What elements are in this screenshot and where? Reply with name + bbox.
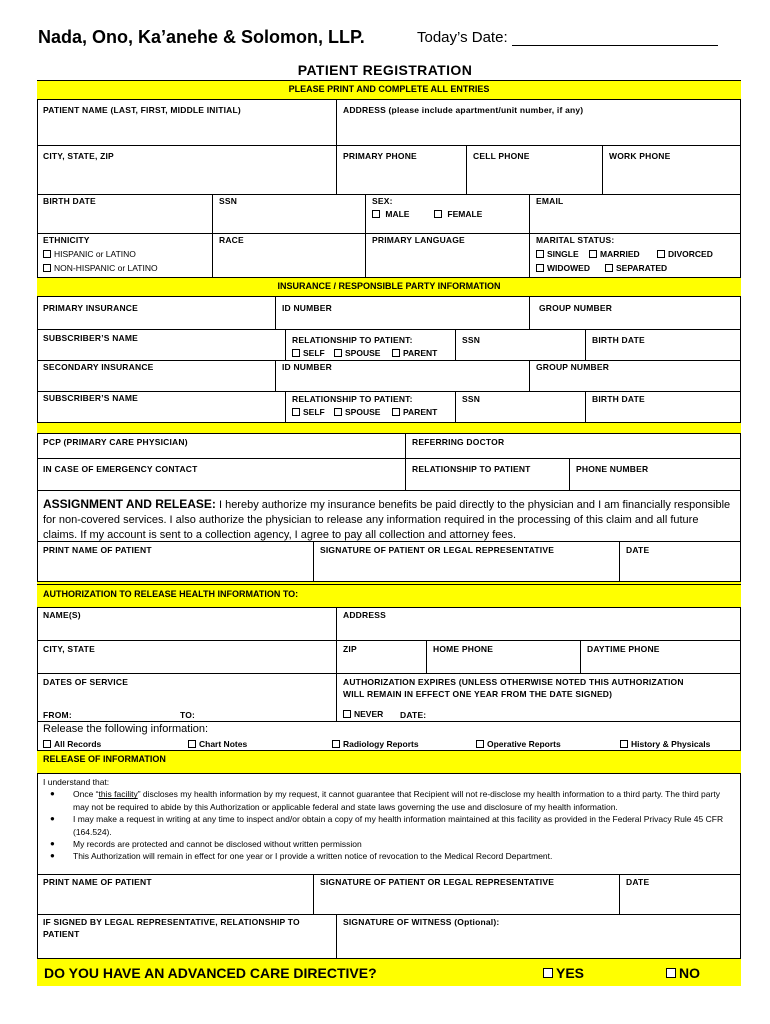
divider [619, 541, 620, 581]
birth-date-field[interactable]: BIRTH DATE [43, 196, 96, 206]
divider [585, 329, 586, 360]
divider [37, 145, 741, 146]
marital-status-label: MARITAL STATUS: [536, 235, 615, 245]
marital-widowed-option[interactable] [536, 262, 590, 275]
ethnicity-non-hispanic-label: NON-HISPANIC or LATINO [54, 263, 158, 273]
checkbox-icon[interactable] [292, 349, 300, 357]
ethnicity-label: ETHNICITY [43, 235, 90, 245]
witness-signature-field[interactable]: SIGNATURE OF WITNESS (Optional): [343, 917, 500, 927]
dates-of-service-label: DATES OF SERVICE [43, 677, 129, 687]
instructions-text: PLEASE PRINT AND COMPLETE ALL ENTRIES [288, 84, 490, 94]
bullet-icon: ● [50, 814, 55, 824]
secondary-insurance-field[interactable]: SECONDARY INSURANCE [43, 362, 154, 372]
authorization-section-title: AUTHORIZATION TO RELEASE HEALTH INFORMATION TO: [43, 589, 299, 599]
primary-phone-field[interactable]: PRIMARY PHONE [343, 151, 417, 161]
assignment-print-name-field[interactable]: PRINT NAME OF PATIENT [43, 545, 152, 555]
divider [455, 329, 456, 360]
separator-band [37, 422, 741, 434]
divider [37, 874, 741, 875]
divider [336, 608, 337, 721]
primary-insurance-field[interactable]: PRIMARY INSURANCE [43, 303, 139, 313]
authorization-expires-line1: AUTHORIZATION EXPIRES (UNLESS OTHERWISE NOTED THIS AUTHORIZATION [343, 677, 684, 687]
ssn-field[interactable]: SSN [219, 196, 238, 206]
divider [275, 297, 276, 329]
release-city-state-field[interactable]: CITY, STATE [43, 644, 95, 654]
directive-no-option[interactable] [666, 965, 700, 981]
assignment-paragraph [43, 497, 733, 543]
release-info-item-4: This Authorization will remain in effect for one year or I provide a written notice of revocation to the Medical Record Department. [73, 851, 553, 862]
primary-language-field[interactable]: PRIMARY LANGUAGE [372, 235, 465, 245]
sex-female-option[interactable] [434, 208, 482, 221]
checkbox-icon[interactable] [334, 408, 342, 416]
authorization-expires-line2: WILL REMAIN IN EFFECT ONE YEAR FROM THE DATE SIGNED) [343, 689, 613, 699]
checkbox-icon[interactable] [536, 250, 544, 258]
bullet-icon: ● [50, 839, 55, 849]
sex-female-label: FEMALE [447, 209, 483, 219]
release-signature-field[interactable]: SIGNATURE OF PATIENT OR LEGAL REPRESENTATIVE [320, 877, 555, 887]
patient-name-field[interactable]: PATIENT NAME (LAST, FIRST, MIDDLE INITIAL) [43, 105, 241, 115]
checkbox-icon[interactable] [476, 740, 484, 748]
relationship-parent-option[interactable] [392, 347, 437, 360]
work-phone-field[interactable]: WORK PHONE [609, 151, 671, 161]
divider [455, 391, 456, 422]
firm-name: Nada, Ono, Ka’anehe & Solomon, LLP. [38, 27, 365, 47]
release-zip-field[interactable]: ZIP [343, 644, 357, 654]
subscriber-relationship-label: RELATIONSHIP TO PATIENT: [292, 335, 413, 345]
relationship-spouse-label: SPOUSE [345, 348, 381, 358]
sex-label: SEX: [372, 196, 393, 206]
divider [336, 100, 337, 145]
release-info-list [43, 788, 735, 862]
release-daytime-phone-field[interactable]: DAYTIME PHONE [587, 644, 660, 654]
divider [336, 145, 337, 194]
divider [529, 194, 530, 278]
referring-doctor-field[interactable]: REFERRING DOCTOR [412, 437, 505, 447]
divider [37, 914, 741, 915]
pcp-field[interactable]: PCP (PRIMARY CARE PHYSICIAN) [43, 437, 188, 447]
release-radiology-label: Radiology Reports [343, 739, 419, 749]
city-state-zip-field[interactable]: CITY, STATE, ZIP [43, 151, 114, 161]
instructions-band [37, 80, 741, 100]
release-home-phone-field[interactable]: HOME PHONE [433, 644, 494, 654]
race-field[interactable]: RACE [219, 235, 244, 245]
email-field[interactable]: EMAIL [536, 196, 564, 206]
checkbox-icon[interactable] [43, 740, 51, 748]
legal-rep-relationship-line2: PATIENT [43, 929, 80, 939]
assignment-title: ASSIGNMENT AND RELEASE: [43, 497, 216, 511]
release-info-item-2: I may make a request in writing at any time to inspect and/or obtain a copy of my health information maintained at this facility as provided in the Federal Privacy Rule 45 CFR (164.524). [73, 814, 724, 837]
release-operative-label: Operative Reports [487, 739, 561, 749]
marital-single-label: SINGLE [547, 249, 579, 259]
divider [569, 458, 570, 490]
divider [37, 673, 741, 674]
release-info-intro: I understand that: [43, 777, 110, 787]
relationship-spouse-option[interactable] [334, 347, 380, 360]
divider [37, 721, 741, 722]
divider [585, 391, 586, 422]
subscriber-birth-date-field[interactable]: BIRTH DATE [592, 335, 645, 345]
release-info-item-3: My records are protected and cannot be disclosed without written permission [73, 839, 362, 850]
release-names-field[interactable]: NAME(S) [43, 610, 81, 620]
directive-yes-label: YES [556, 965, 585, 981]
divider [37, 329, 741, 330]
bullet-icon: ● [50, 789, 55, 799]
divider [313, 541, 314, 581]
sex-male-label: MALE [385, 209, 410, 219]
divider [529, 297, 530, 329]
divider [285, 329, 286, 360]
checkbox-icon[interactable] [43, 264, 51, 272]
release-chart-notes-label: Chart Notes [199, 739, 248, 749]
secondary-relationship-self-label: SELF [303, 407, 325, 417]
release-info-item-1-pre: Once “ [73, 789, 99, 800]
subscriber-name-field[interactable]: SUBSCRIBER’S NAME [43, 333, 139, 343]
release-date-field[interactable]: DATE [626, 877, 650, 887]
release-all-records-label: All Records [54, 739, 102, 749]
checkbox-icon[interactable] [589, 250, 597, 258]
insurance-section-band [37, 277, 741, 297]
checkbox-icon[interactable] [543, 968, 553, 978]
release-info-item-1-post: ” discloses my health information by my request, it cannot guarantee that Recipient will not re-disclose my health information to a third party. The third party may not be required to abide by this Authorization or applicable federal and state laws governing the use and disclosure of my health information. [73, 789, 720, 812]
marital-divorced-option[interactable] [657, 248, 713, 261]
release-history-label: History & Physicals [631, 739, 711, 749]
checkbox-icon[interactable] [392, 349, 400, 357]
divider [285, 391, 286, 422]
insurance-section-title: INSURANCE / RESPONSIBLE PARTY INFORMATION [277, 281, 501, 291]
checkbox-icon[interactable] [536, 264, 544, 272]
release-print-name-field[interactable]: PRINT NAME OF PATIENT [43, 877, 152, 887]
checkbox-icon[interactable] [392, 408, 400, 416]
divider [37, 391, 741, 392]
cell-phone-field[interactable]: CELL PHONE [473, 151, 530, 161]
marital-separated-label: SEPARATED [616, 263, 668, 273]
service-from-field[interactable]: FROM: [43, 710, 72, 720]
assignment-signature-field[interactable]: SIGNATURE OF PATIENT OR LEGAL REPRESENTATIVE [320, 545, 555, 555]
release-info-item [43, 838, 735, 850]
divider [529, 360, 530, 391]
expires-never-label: NEVER [354, 709, 384, 719]
secondary-relationship-self-option[interactable] [292, 406, 325, 419]
release-info-title: RELEASE OF INFORMATION [43, 754, 166, 764]
divider [426, 640, 427, 673]
secondary-id-number-field[interactable]: ID NUMBER [282, 362, 332, 372]
divider [466, 145, 467, 194]
todays-date-input-line[interactable] [512, 32, 718, 46]
release-info-band [37, 750, 741, 774]
release-info-item [43, 813, 735, 838]
expires-date-field[interactable]: DATE: [400, 710, 427, 720]
release-info-text [43, 776, 735, 863]
divider [37, 541, 741, 542]
authorization-section-band [37, 584, 741, 608]
divider [405, 434, 406, 490]
secondary-subscriber-name-field[interactable]: SUBSCRIBER’S NAME [43, 393, 139, 403]
emergency-relationship-field[interactable]: RELATIONSHIP TO PATIENT [412, 464, 531, 474]
secondary-group-number-field[interactable]: GROUP NUMBER [536, 362, 610, 372]
service-to-field[interactable]: TO: [180, 710, 196, 720]
directive-yes-option[interactable] [543, 965, 584, 981]
divider [336, 914, 337, 958]
legal-rep-relationship-line1[interactable]: IF SIGNED BY LEGAL REPRESENTATIVE, RELATIONSHIP TO [43, 917, 300, 927]
directive-no-label: NO [679, 965, 700, 981]
checkbox-icon[interactable] [43, 250, 51, 258]
ethnicity-hispanic-label: HISPANIC or LATINO [54, 249, 136, 259]
marital-separated-option[interactable] [605, 262, 667, 275]
checkbox-icon[interactable] [620, 740, 628, 748]
todays-date-field[interactable] [417, 29, 718, 46]
emergency-phone-field[interactable]: PHONE NUMBER [576, 464, 649, 474]
address-field[interactable]: ADDRESS (please include apartment/unit number, if any) [343, 105, 584, 115]
secondary-relationship-spouse-label: SPOUSE [345, 407, 381, 417]
divider [313, 874, 314, 914]
divider [37, 640, 741, 641]
secondary-subscriber-ssn-field[interactable]: SSN [462, 394, 481, 404]
facility-link: this facility [98, 789, 138, 800]
assignment-body: I hereby authorize my insurance benefits be paid directly to the physician and I am financially responsible for non-covered services. I also authorize the physician to release any information required in the processing of this claim and all future claims. If my account is sent to a collection agency, I agree to pay all collection and attorney fees. [43, 499, 731, 541]
sex-male-option[interactable] [372, 208, 409, 221]
checkbox-icon[interactable] [332, 740, 340, 748]
secondary-relationship-label: RELATIONSHIP TO PATIENT: [292, 394, 413, 404]
checkbox-icon[interactable] [372, 210, 380, 218]
relationship-parent-label: PARENT [403, 348, 438, 358]
checkbox-icon[interactable] [343, 710, 351, 718]
divider [275, 360, 276, 391]
marital-single-option[interactable] [536, 248, 579, 261]
secondary-relationship-parent-label: PARENT [403, 407, 438, 417]
checkbox-icon[interactable] [657, 250, 665, 258]
marital-divorced-label: DIVORCED [668, 249, 713, 259]
release-info-item [43, 788, 735, 813]
divider [580, 640, 581, 673]
divider [365, 194, 366, 278]
release-info-item [43, 850, 735, 862]
secondary-relationship-parent-option[interactable] [392, 406, 437, 419]
assignment-date-field[interactable]: DATE [626, 545, 650, 555]
marital-married-label: MARRIED [600, 249, 640, 259]
subscriber-ssn-field[interactable]: SSN [462, 335, 481, 345]
checkbox-icon[interactable] [605, 264, 613, 272]
divider [37, 490, 741, 491]
release-prompt: Release the following information: [43, 723, 209, 735]
secondary-relationship-spouse-option[interactable] [334, 406, 380, 419]
secondary-subscriber-birth-date-field[interactable]: BIRTH DATE [592, 394, 645, 404]
emergency-contact-field[interactable]: IN CASE OF EMERGENCY CONTACT [43, 464, 198, 474]
ethnicity-hispanic-option[interactable] [43, 248, 136, 261]
divider [602, 145, 603, 194]
ethnicity-non-hispanic-option[interactable] [43, 262, 158, 275]
checkbox-icon[interactable] [334, 349, 342, 357]
advanced-directive-question: DO YOU HAVE AN ADVANCED CARE DIRECTIVE? [44, 965, 377, 981]
expires-never-option[interactable] [343, 708, 383, 721]
checkbox-icon[interactable] [666, 968, 676, 978]
bullet-icon: ● [50, 851, 55, 861]
divider [212, 194, 213, 278]
relationship-self-option[interactable] [292, 347, 325, 360]
todays-date-label: Today’s Date: [417, 29, 508, 46]
checkbox-icon[interactable] [434, 210, 442, 218]
relationship-self-label: SELF [303, 348, 325, 358]
marital-widowed-label: WIDOWED [547, 263, 590, 273]
divider [37, 458, 741, 459]
checkbox-icon[interactable] [188, 740, 196, 748]
form-title: PATIENT REGISTRATION [297, 62, 473, 78]
checkbox-icon[interactable] [292, 408, 300, 416]
primary-group-number-field[interactable]: GROUP NUMBER [539, 303, 613, 313]
marital-married-option[interactable] [589, 248, 640, 261]
advanced-directive-band [37, 958, 741, 986]
divider [619, 874, 620, 914]
release-address-field[interactable]: ADDRESS [343, 610, 386, 620]
primary-id-number-field[interactable]: ID NUMBER [282, 303, 332, 313]
